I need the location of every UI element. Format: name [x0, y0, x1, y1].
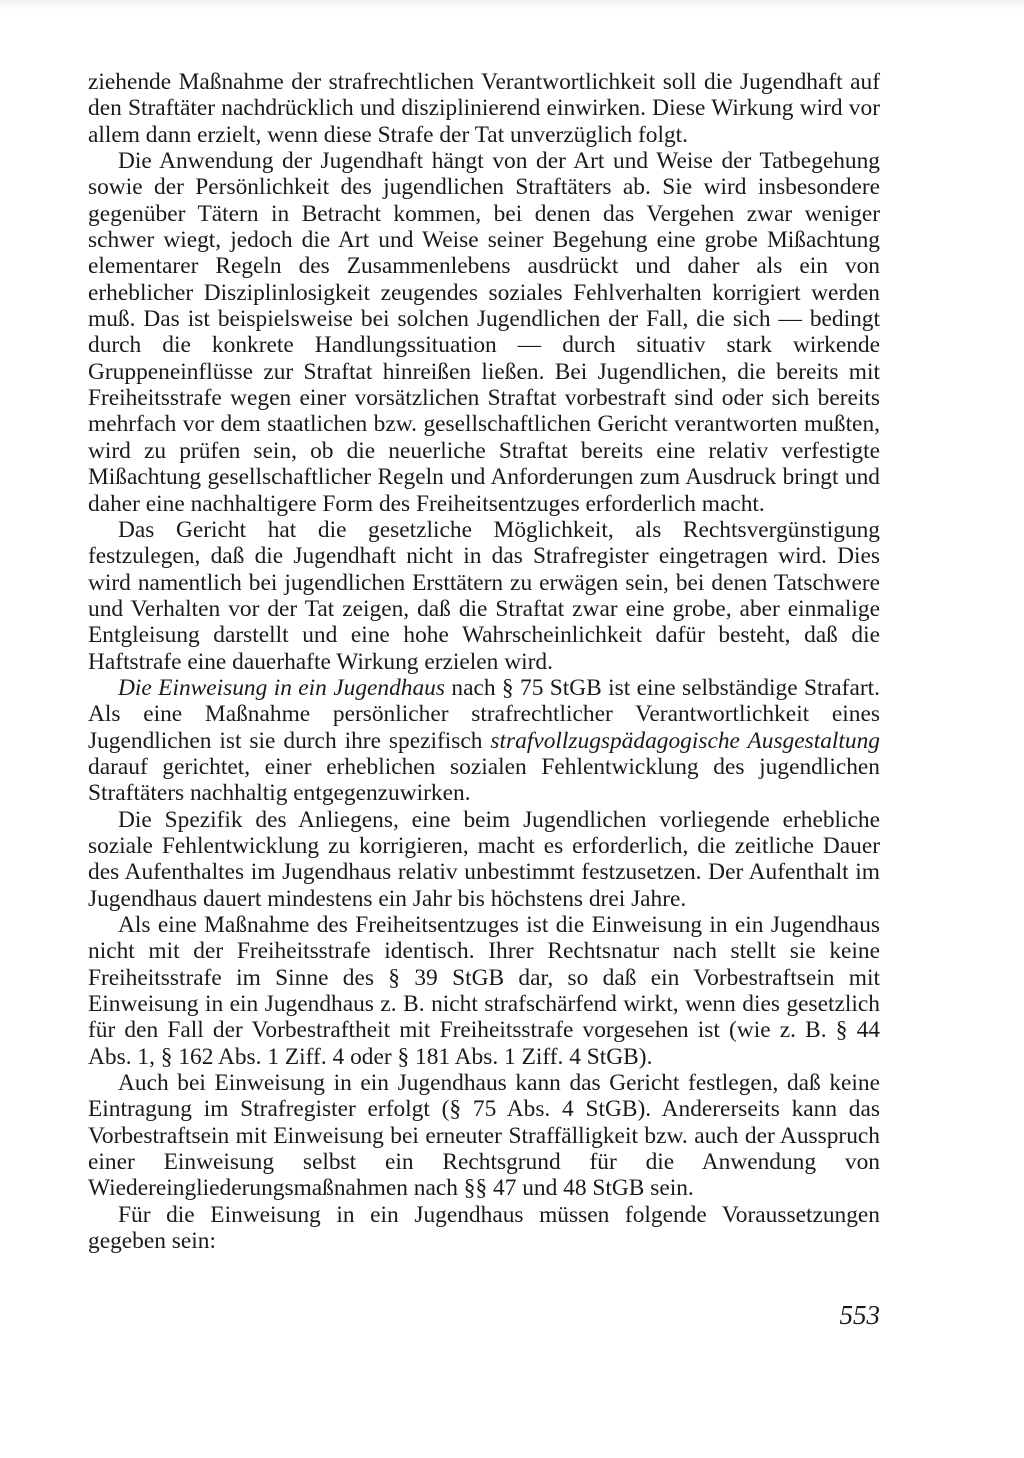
paragraph-freiheitsentzug: Als eine Maßnahme des Freiheitsentzuges ist die Einweisung in ein Jugendhaus nicht mit der Freiheitsstrafe identisch. Ihrer Rechtsnatur nach stellt sie keine Freiheitsstrafe im Sinne des § 39 StGB dar, so daß ein Vorbestraftsein mit Einweisung in ein Jugendhaus z. B. nicht strafschärfend wirkt, wenn dies gesetzlich für den Fall der Vorbestraftheit mit Freiheitsstrafe vorgesehen ist (wie z. B. § 44 Abs. 1, § 162 Abs. 1 Ziff. 4 oder § 181 Abs. 1 Ziff. 4 StGB).: [88, 912, 880, 1070]
italic-term-ausgestaltung: strafvollzugspädagogische Ausgestaltung: [490, 727, 880, 754]
body-text: [88, 69, 880, 1254]
paragraph-strafregister: Auch bei Einweisung in ein Jugendhaus kann das Gericht festlegen, daß keine Eintragung im Strafregister erfolgt (§ 75 Abs. 4 StGB). Andererseits kann das Vorbestraftsein mit Einweisung bei erneuter Straffälligkeit bzw. auch der Ausspruch einer Einweisung selbst ein Rechtsgrund für die Anwendung von Wiedereingliederungsmaßnahmen nach §§ 47 und 48 StGB sein.: [88, 1070, 880, 1202]
paragraph-voraussetzungen: Für die Einweisung in ein Jugendhaus müssen folgende Voraussetzungen gegeben sein:: [88, 1201, 880, 1255]
paragraph-rechtsverguenstigung: Das Gericht hat die gesetzliche Möglichkeit, als Rechtsvergünstigung festzulegen, daß die Jugendhaft nicht in das Strafregister eingetragen wird. Dies wird namentlich bei jugendlichen Ersttätern zu erwägen sein, bei denen Tatschwere und Verhalten vor der Tat zeigen, daß die Straftat zwar eine grobe, aber einmalige Entgleisung darstellt und eine hohe Wahrscheinlichkeit dafür besteht, daß die Haftstrafe eine dauerhafte Wirkung erzielen wird.: [88, 516, 880, 675]
scan-top-edge: [0, 0, 1024, 10]
italic-term-einweisung: Die Einweisung in ein Jugendhaus: [118, 674, 445, 701]
paragraph-jugendhaft-anwendung: Die Anwendung der Jugendhaft hängt von der Art und Weise der Tatbegehung sowie der Persönlichkeit des jugendlichen Straftäters ab. Sie wird insbesondere gegenüber Tätern in Betracht kommen, bei denen das Vergehen zwar weniger schwer wiegt, jedoch die Art und Weise seiner Begehung eine grobe Mißachtung elementarer Regeln des Zusammenlebens ausdrückt und daher als ein von erheblicher Disziplinlosigkeit zeugendes soziales Fehlverhalten korrigiert werden muß. Das ist beispielsweise bei solchen Jugendlichen der Fall, die sich — bedingt durch die konkrete Handlungssituation — durch situativ stark wirkende Gruppeneinflüsse zur Straftat hinreißen ließen. Bei Jugendlichen, die bereits mit Freiheitsstrafe wegen einer vorsätzlichen Straftat vorbestraft sind oder sich bereits mehrfach vor dem staatlichen bzw. gesellschaftlichen Gericht verantworten mußten, wird zu prüfen sein, ob die neuerliche Straftat bereits eine relativ verfestigte Mißachtung gesellschaftlicher Regeln und Anforderungen zum Ausdruck bringt und daher eine nachhaltigere Form des Freiheitsentzuges erforderlich macht.: [88, 148, 880, 517]
paragraph-spezifik: Die Spezifik des Anliegens, eine beim Jugendlichen vorliegende erhebliche soziale Fehlentwicklung zu korrigieren, macht es erforderlich, die zeitliche Dauer des Aufenthaltes im Jugendhaus relativ unbestimmt festzusetzen. Der Aufenthalt im Jugendhaus dauert mindestens ein Jahr bis höchstens drei Jahre.: [88, 806, 880, 912]
paragraph-text-part-a: nach § 75 StGB ist eine selbständige Strafart. Als eine Maßnahme persönlicher strafrechtlicher Verantwortlichkeit eines Jugendlichen ist sie durch ihre spezifisch: [88, 674, 880, 754]
paragraph-continuation: ziehende Maßnahme der strafrechtlichen Verantwortlichkeit soll die Jugendhaft auf den Straftäter nachdrücklich und disziplinierend einwirken. Diese Wirkung wird vor allem dann erzielt, wenn diese Strafe der Tat unverzüglich folgt.: [88, 69, 880, 148]
page-number: 553: [839, 1300, 880, 1330]
paragraph-einweisung-jugendhaus: [88, 675, 880, 807]
paragraph-text-part-b: darauf gerichtet, einer erheblichen sozialen Fehlentwicklung des jugendlichen Straftäters nachhaltig entgegenzuwirken.: [88, 753, 880, 807]
